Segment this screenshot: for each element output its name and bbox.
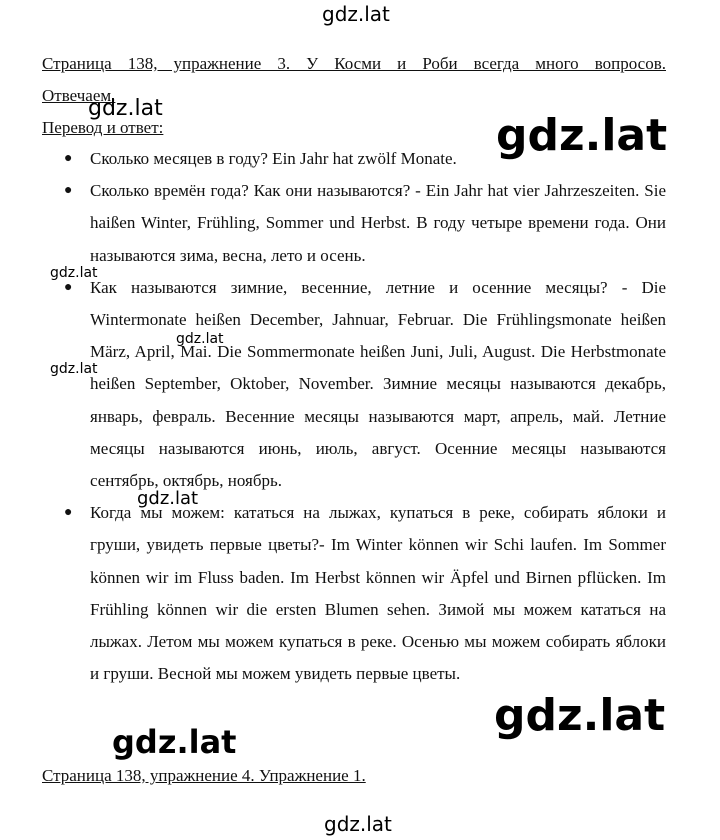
watermark-small: gdz.lat bbox=[50, 361, 98, 377]
watermark-small: gdz.lat bbox=[88, 96, 163, 121]
watermark-bottom: gdz.lat bbox=[324, 812, 392, 836]
answer-item bbox=[42, 497, 666, 690]
watermark-top: gdz.lat bbox=[322, 2, 390, 26]
bullet-icon: ● bbox=[64, 151, 73, 166]
answer-item bbox=[42, 175, 666, 272]
answer-text: Сколько месяцев в году? Ein Jahr hat zwölf Monate. bbox=[90, 149, 457, 168]
bullet-icon: ● bbox=[64, 505, 73, 521]
watermark-small: gdz.lat bbox=[137, 488, 199, 509]
next-section-title: Страница 138, упражнение 4. Упражнение 1. bbox=[42, 766, 366, 785]
watermark-small: gdz.lat bbox=[176, 331, 224, 347]
watermark-medium: gdz.lat bbox=[112, 723, 237, 761]
watermark-large: gdz.lat bbox=[496, 110, 668, 161]
answer-text: Сколько времён года? Как они называются? - Ein Jahr hat vier Jahrzeszeiten. Sie haißen Winter, Frühling, Sommer und Herbst. В году четыре времени года. Они называются зима, весна, лето и осень. bbox=[90, 181, 666, 265]
section-title bbox=[42, 48, 666, 80]
bullet-icon: ● bbox=[64, 183, 73, 199]
answer-text: Как называются зимние, весенние, летние и осенние месяцы? - Die Wintermonate heißen December, Jahnuar, Februar. Die Frühlingsmonate heißen März, April, Mai. Die Sommermonate heißen Juni, Juli, August. Die Herbstmonate heißen September, Oktober, November. Зимние месяцы называются декабрь, январь, февраль. Весенние месяцы называются март, апрель, май. Летние месяцы называются июнь, июль, август. Осенние месяцы называются сентябрь, октябрь, ноябрь. bbox=[90, 277, 666, 491]
answer-list bbox=[42, 143, 666, 690]
section-title-line-2: Отвечаем. bbox=[42, 86, 116, 105]
bullet-icon: ● bbox=[64, 279, 73, 295]
watermark-large: gdz.lat bbox=[494, 690, 666, 741]
section-title-line-1: Страница 138, упражнение 3. У Косми и Роби всегда много вопросов. bbox=[42, 54, 666, 73]
section-subtitle: Перевод и ответ: bbox=[42, 118, 164, 137]
watermark-small: gdz.lat bbox=[50, 265, 98, 281]
answer-item bbox=[42, 272, 666, 497]
answer-text: Когда мы можем: кататься на лыжах, купаться в реке, собирать яблоки и груши, увидеть первые цветы?- Im Winter können wir Schi laufen. Im Sommer können wir im Fluss baden. Im Herbst können wir Äpfel und Birnen pflücken. Im Frühling können wir die ersten Blumen sehen. Зимой мы можем кататься на лыжах. Летом мы можем купаться в реке. Осенью мы можем собирать яблоки и груши. Весной мы можем увидеть первые цветы. bbox=[90, 503, 666, 684]
